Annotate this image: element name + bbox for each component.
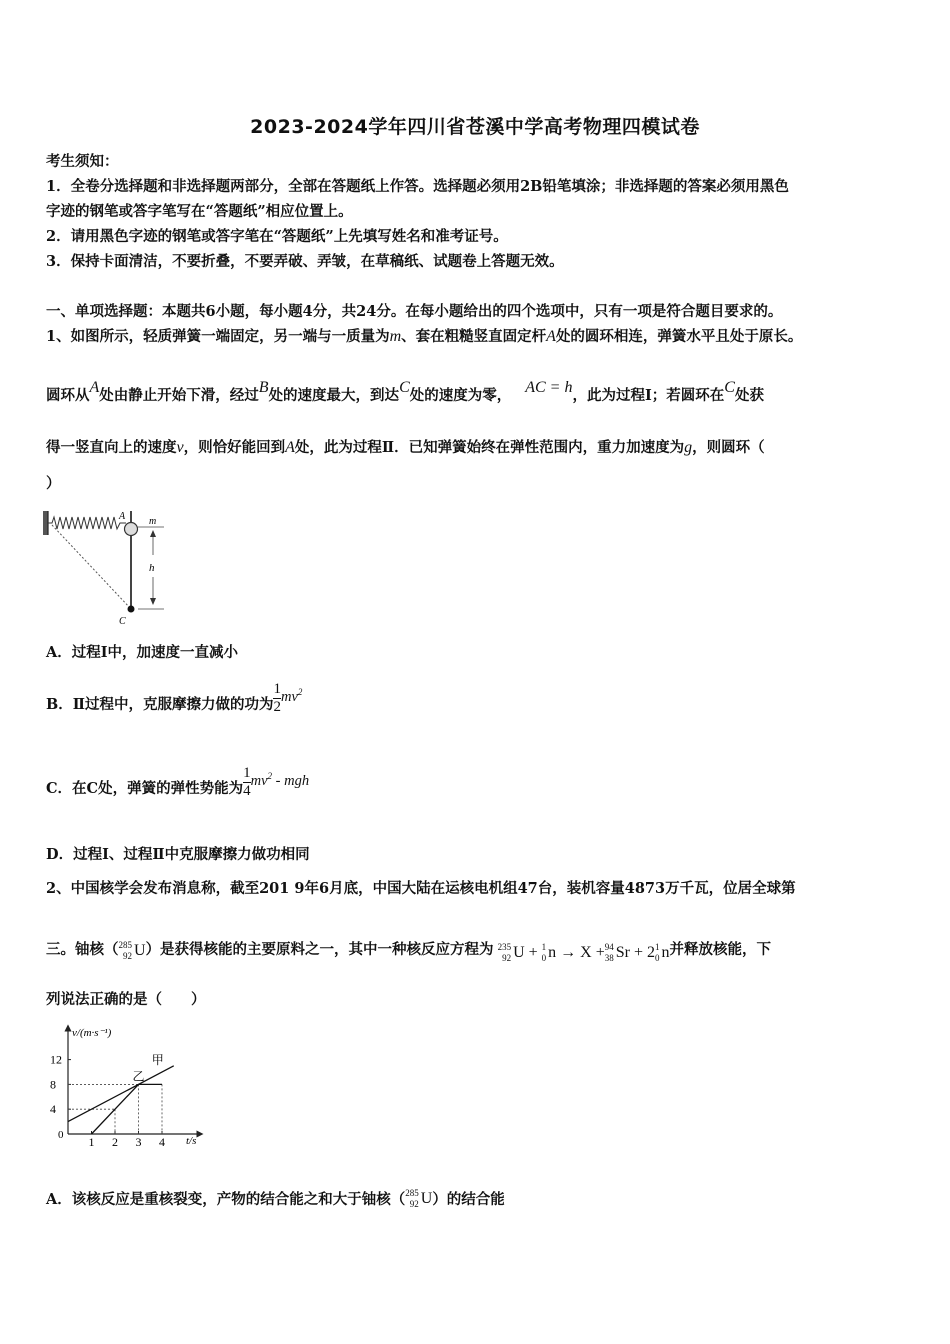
series-label-2: 乙 [132, 1069, 145, 1084]
notice-item-1b: 字迹的钢笔或答字笔写在“答题纸”相应位置上。 [46, 203, 353, 220]
origin-label: 0 [58, 1129, 64, 1141]
x-axis-label: t/s [186, 1135, 197, 1147]
section-heading: 一、单项选择题：本题共6小题，每小题4分，共24分。在每小题给出的四个选项中，只有一项是符合题目要求的。 [46, 303, 783, 320]
y-tick-label-12: 12 [50, 1052, 62, 1067]
label-c: C [119, 616, 126, 627]
q1-spring-figure [40, 505, 175, 630]
reaction-equation: 235 92 U + 1 0 n → X + 94 38 Sr + 2 1 0 n [497, 942, 670, 963]
label-a: A [119, 511, 126, 522]
q1-option-b: B．Ⅱ过程中，克服摩擦力做的功为 $\frac{1}{2}$ $mv^2$ [46, 681, 303, 716]
q1-line-2: 圆环从A处由静止开始下滑，经过B处的速度最大，到达C处的速度为零， AC = h，此为过程Ⅰ；若圆环在C处获 [46, 379, 764, 404]
ring [125, 523, 138, 536]
notice-header: 考生须知： [46, 153, 119, 170]
q1-option-c: C．在C处，弹簧的弹性势能为 $\frac{1}{4}$ $mv^2$ - mgh [46, 765, 310, 800]
wall [43, 511, 48, 535]
q1-line-4: ） [46, 475, 61, 492]
x-tick-label-1: 1 [88, 1135, 95, 1149]
q2-line-3: 列说法正确的是（ ） [46, 991, 206, 1008]
series-line-1 [68, 1066, 174, 1122]
y-axis-label: v/(m·s⁻¹) [72, 1027, 112, 1039]
y-tick-label-4: 4 [50, 1102, 56, 1117]
vt-graph [44, 1022, 214, 1152]
x-tick-label-2: 2 [112, 1135, 118, 1149]
series-line-2 [92, 1084, 163, 1134]
notice-item-1a: 1．全卷分选择题和非选择题两部分，全部在答题纸上作答。选择题必须用2B铅笔填涂；非选择题的答案必须用黑色 [46, 178, 789, 195]
q2-line-1: 2、中国核学会发布消息称，截至201 9年6月底，中国大陆在运核电机组47台，装机容量4873万千瓦，位居全球第 [46, 880, 796, 897]
spring [48, 517, 126, 529]
label-m: m [149, 516, 157, 527]
notice-item-2: 2．请用黑色字迹的钢笔或答字笔在“答题纸”上先填写姓名和准考证号。 [46, 228, 508, 245]
notice-item-3: 3．保持卡面清洁，不要折叠，不要弄破、弄皱，在草稿纸、试题卷上答题无效。 [46, 253, 564, 270]
point-c [128, 606, 135, 613]
dashed-spring-line [52, 525, 131, 609]
series-label-1: 甲 [151, 1052, 164, 1067]
x-tick-label-3: 3 [135, 1135, 142, 1149]
q2-line-2: 三。铀核（ 285 92 U ）是获得核能的主要原料之一，其中一种核反应方程为 235 92 U + 1 0 n → X + 94 38 Sr + 2 1 0 n 并释放核能，下 [46, 932, 771, 975]
label-h: h [149, 562, 155, 574]
page-title: 2023-2024学年四川省苍溪中学高考物理四模试卷 [250, 116, 700, 138]
q2-option-a: A．该核反应是重核裂变，产物的结合能之和大于铀核（ 285 92 U ）的结合能 [46, 1188, 505, 1209]
q1-option-a: A．过程Ⅰ中，加速度一直减小 [46, 644, 239, 661]
y-tick-label-8: 8 [50, 1077, 56, 1092]
x-tick-label-4: 4 [159, 1135, 165, 1149]
q1-option-d: D．过程Ⅰ、过程Ⅱ中克服摩擦力做功相同 [46, 846, 310, 863]
q1-line-1: 1、如图所示，轻质弹簧一端固定，另一端与一质量为m、套在粗糙竖直固定杆A处的圆环相连，弹簧水平且处于原长。 [46, 328, 803, 345]
q1-line-3: 得一竖直向上的速度v，则恰好能回到A处，此为过程Ⅱ．已知弹簧始终在弹性范围内，重力加速度为g，则圆环（ [46, 439, 765, 456]
